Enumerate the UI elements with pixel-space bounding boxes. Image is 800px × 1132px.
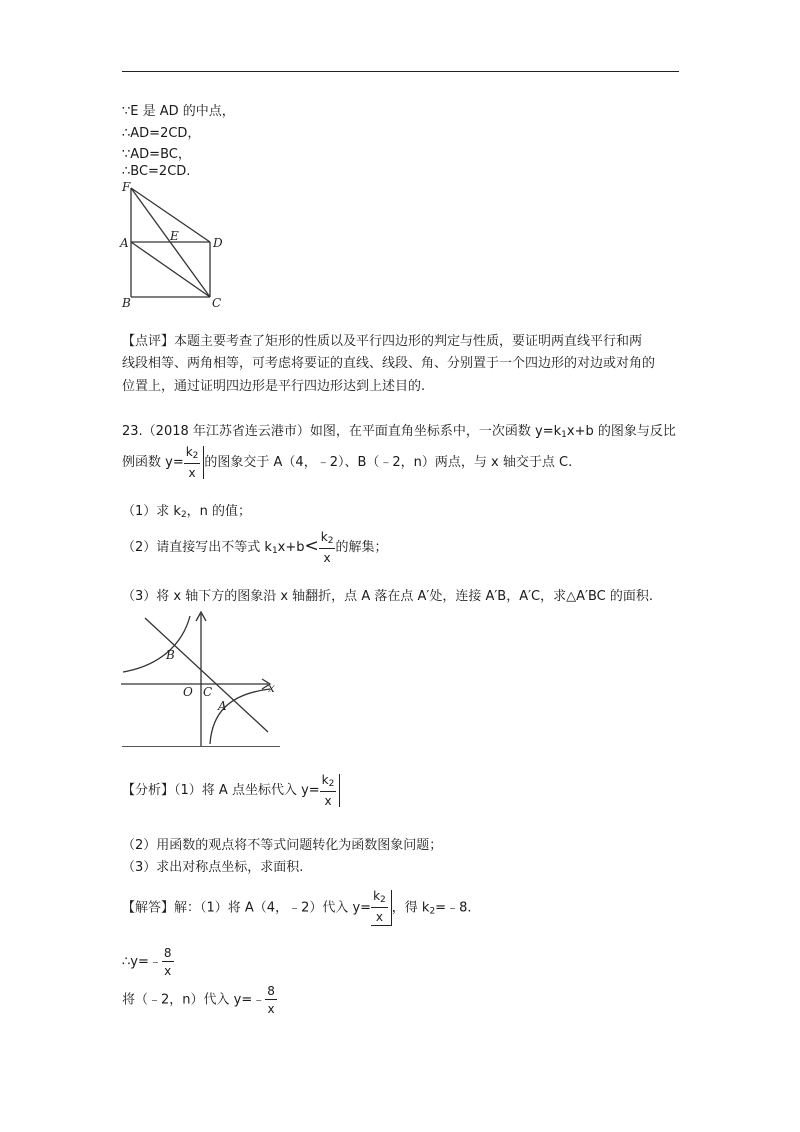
review-line-2: 线段相等、两角相等，可考虑将要证的直线、线段、角、分别置于一个四边形的对边或对角的 <box>122 356 656 371</box>
question-23-part-2: （2）请直接写出不等式 $k_1x+b<$ $\frac{k_2}{x}$ 的解集； <box>122 530 388 565</box>
label-f: F <box>122 180 131 194</box>
figure-underline <box>122 746 280 747</box>
solution-line-3: 将（﹣2，n）代入 y=﹣ $\frac{8}{x}$ <box>122 984 275 1016</box>
fraction-k2-over-x-3: $\frac{k_2}{x}$ <box>320 774 341 807</box>
geometry-figure-1 <box>118 178 228 310</box>
linear-function-line <box>145 618 268 732</box>
label-o: O <box>183 685 193 699</box>
coordinate-graph-figure <box>118 606 283 751</box>
solution-line-1: 【解答】解：（1）将 A（4，﹣2）代入 y= $\frac{k_2}{x}$ ，得 $k_2=﹣8$. <box>122 889 472 924</box>
label-x: x <box>268 681 275 695</box>
segment-ac <box>131 242 210 297</box>
analysis-step-3: （3）求出对称点坐标，求面积. <box>122 860 304 875</box>
hyperbola-branch-upper-left <box>123 616 190 672</box>
analysis-step-1: 【分析】（1）将 A 点坐标代入 y= $\frac{k_2}{x}$ <box>122 774 340 807</box>
label-a: A <box>218 699 227 713</box>
label-c: C <box>203 685 213 699</box>
solution-tag: 【解答】 <box>122 900 175 916</box>
fraction-k2-over-x-4: $\frac{k_2}{x}$ <box>371 890 392 926</box>
review-line-3: 位置上，通过证明四边形是平行四边形达到上述目的. <box>122 379 426 394</box>
label-c: C <box>212 296 222 310</box>
analysis-tag: 【分析】 <box>122 783 175 798</box>
proof-line-2: ∴AD=2CD， <box>122 126 201 141</box>
proof-line-3: ∵AD=BC， <box>122 147 191 162</box>
fraction-8-over-x-2: $\frac{8}{x}$ <box>267 984 275 1016</box>
label-e: E <box>170 229 179 243</box>
label-b: B <box>122 296 131 310</box>
fraction-8-over-x: $\frac{8}{x}$ <box>163 946 172 978</box>
proof-line-1: ∵E 是 AD 的中点， <box>122 104 235 119</box>
label-a: A <box>120 236 129 250</box>
proof-line-4: ∴BC=2CD. <box>122 164 191 179</box>
fraction-k2-over-x-2: $\frac{k_2}{x}$ <box>320 530 334 565</box>
hyperbola-branch-lower-right <box>210 689 270 744</box>
analysis-step-2: （2）用函数的观点将不等式问题转化为函数图象问题； <box>122 838 443 853</box>
header-rule <box>122 71 679 72</box>
label-b: B <box>166 648 175 662</box>
question-23-line-2: 例函数 y= $\frac{k_2}{x}$ 的图象交于 A（4，﹣2）、B（﹣2，n）两点，与 x 轴交于点 C. <box>122 445 573 480</box>
question-23-part-3: （3）将 x 轴下方的图象沿 x 轴翻折，点 A 落在点 A′处，连接 A′B，A′C，求△A′BC 的面积. <box>122 589 654 604</box>
question-23-line-1: 23.（2018 年江苏省连云港市）如图，在平面直角坐标系中，一次函数 $y=k_1x+b$ 的图象与反比 <box>122 424 676 440</box>
review-line-1: 【点评】本题主要考查了矩形的性质以及平行四边形的判定与性质，要证明两直线平行和两 <box>122 334 643 349</box>
question-23-part-1: （1）求 $k_2$，n 的值； <box>122 504 252 520</box>
label-d: D <box>213 236 223 250</box>
solution-line-2: ∴y=﹣ $\frac{8}{x}$ <box>122 946 172 978</box>
fraction-k2-over-x: $\frac{k_2}{x}$ <box>184 446 205 479</box>
review-tag: 【点评】 <box>122 334 175 349</box>
